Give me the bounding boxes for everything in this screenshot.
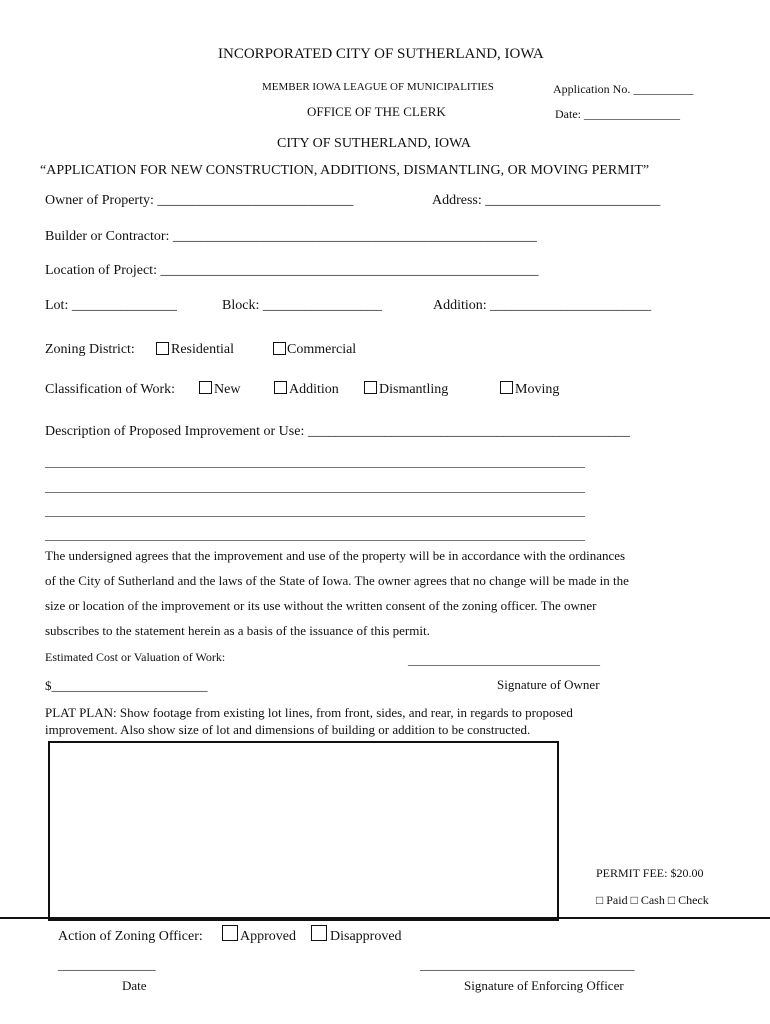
new-label: New <box>214 382 241 397</box>
permit-fee: PERMIT FEE: $20.00 <box>596 866 704 880</box>
residential-checkbox[interactable] <box>156 342 169 355</box>
residential-label: Residential <box>171 342 234 357</box>
new-checkbox[interactable] <box>199 381 212 394</box>
plat-plan-instructions: improvement. Also show size of lot and dimensions of building or addition to be constructed. <box>45 722 531 737</box>
officer-signature-label: Signature of Enforcing Officer <box>464 978 624 993</box>
description-line[interactable]: __________________________________________________________________________________________ <box>45 528 585 542</box>
approved-label: Approved <box>240 929 296 944</box>
commercial-checkbox[interactable] <box>273 342 286 355</box>
zoning-label: Zoning District: <box>45 342 135 357</box>
description-line[interactable]: __________________________________________________________________________________________ <box>45 480 585 494</box>
plat-plan-instructions: PLAT PLAN: Show footage from existing lot lines, from front, sides, and rear, in regards to proposed <box>45 705 573 720</box>
section-divider <box>0 917 770 919</box>
action-label: Action of Zoning Officer: <box>58 929 203 944</box>
dismantling-checkbox[interactable] <box>364 381 377 394</box>
addition-checkbox[interactable] <box>274 381 287 394</box>
description-line[interactable]: __________________________________________________________________________________________ <box>45 455 585 469</box>
builder-field[interactable]: Builder or Contractor: ____________________________________________________ <box>45 229 537 244</box>
payment-options[interactable]: □ Paid □ Cash □ Check <box>596 893 709 907</box>
agreement-text: of the City of Sutherland and the laws of the State of Iowa. The owner agrees that no change will be made in the <box>45 573 629 588</box>
date-label: Date <box>122 978 147 993</box>
form-title: “APPLICATION FOR NEW CONSTRUCTION, ADDITIONS, DISMANTLING, OR MOVING PERMIT” <box>40 163 650 178</box>
city-subtitle: CITY OF SUTHERLAND, IOWA <box>277 136 471 151</box>
agreement-text: The undersigned agrees that the improvement and use of the property will be in accordance with the ordinances <box>45 548 626 563</box>
classification-label: Classification of Work: <box>45 382 176 397</box>
date-field-top[interactable]: Date: ________________ <box>555 107 680 121</box>
owner-signature-line[interactable]: ________________________________ <box>408 653 600 667</box>
block-field[interactable]: Block: _________________ <box>222 298 382 313</box>
addition-label: Addition <box>289 382 339 397</box>
address-field[interactable]: Address: _________________________ <box>432 193 661 208</box>
addition-field[interactable]: Addition: _______________________ <box>433 298 652 313</box>
estimated-cost-field[interactable]: $________________________ <box>45 678 208 693</box>
disapproved-label: Disapproved <box>330 929 402 944</box>
date-signature-line[interactable]: _______________ <box>58 957 156 972</box>
member-line: MEMBER IOWA LEAGUE OF MUNICIPALITIES <box>262 81 494 93</box>
officer-signature-line[interactable]: _________________________________ <box>420 957 635 972</box>
estimated-cost-label: Estimated Cost or Valuation of Work: <box>45 650 226 664</box>
approved-checkbox[interactable] <box>222 925 238 941</box>
owner-signature-label: Signature of Owner <box>497 677 600 692</box>
dismantling-label: Dismantling <box>379 382 449 397</box>
office-title: OFFICE OF THE CLERK <box>307 104 446 119</box>
application-number-field[interactable]: Application No. __________ <box>553 82 694 96</box>
agreement-text: size or location of the improvement or its use without the written consent of the zoning officer. The owner <box>45 598 597 613</box>
lot-field[interactable]: Lot: _______________ <box>45 298 177 313</box>
moving-checkbox[interactable] <box>500 381 513 394</box>
location-field[interactable]: Location of Project: ______________________________________________________ <box>45 263 539 278</box>
city-title: INCORPORATED CITY OF SUTHERLAND, IOWA <box>218 46 544 62</box>
description-field[interactable]: Description of Proposed Improvement or Use: ______________________________________________ <box>45 424 630 439</box>
plat-plan-box[interactable] <box>48 741 559 921</box>
owner-field[interactable]: Owner of Property: ____________________________ <box>45 193 354 208</box>
disapproved-checkbox[interactable] <box>311 925 327 941</box>
commercial-label: Commercial <box>287 342 357 357</box>
agreement-text: subscribes to the statement herein as a basis of the issuance of this permit. <box>45 623 430 638</box>
description-line[interactable]: __________________________________________________________________________________________ <box>45 504 585 518</box>
moving-label: Moving <box>515 382 560 397</box>
